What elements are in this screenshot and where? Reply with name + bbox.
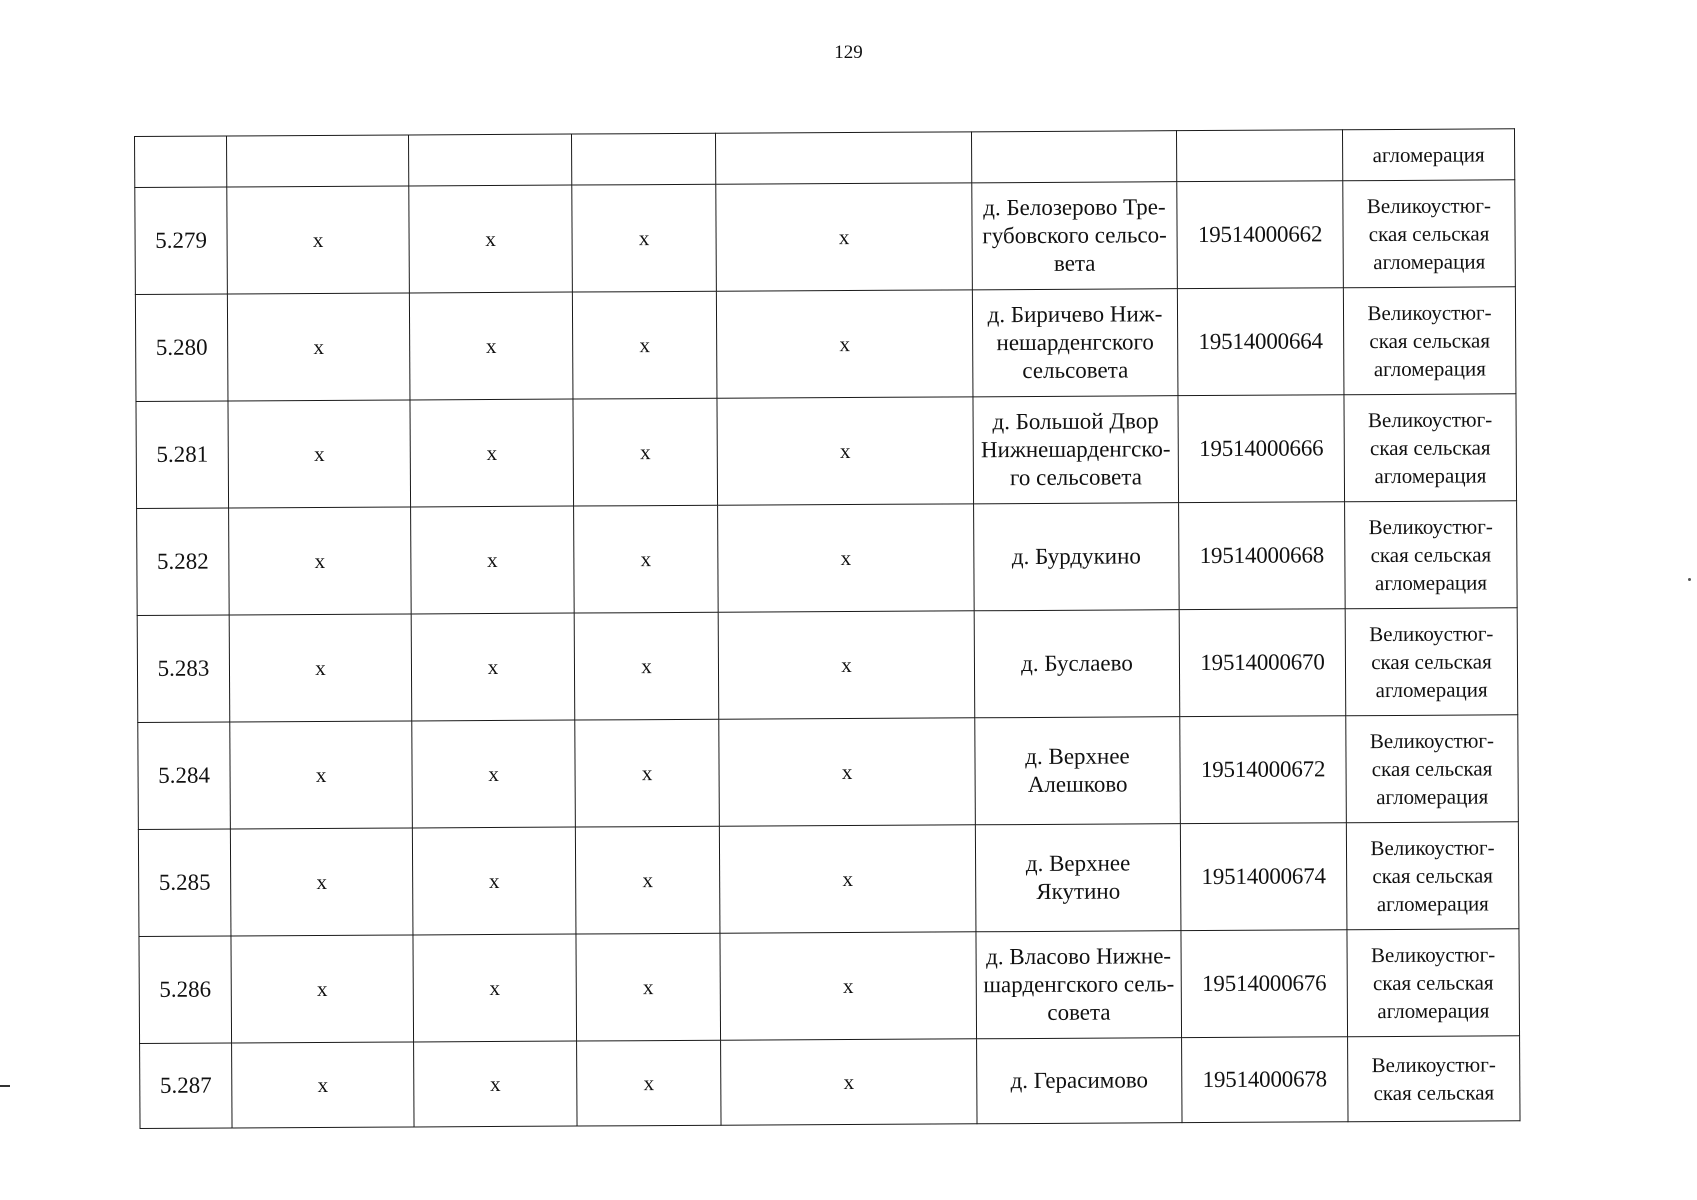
mark-cell bbox=[572, 184, 717, 292]
row-number-cell bbox=[135, 187, 228, 295]
region-text: Великоустюг- ская сельская агломерация bbox=[1369, 621, 1494, 703]
settlement-text: д. Буслаево bbox=[1021, 650, 1133, 677]
region-cell bbox=[1343, 287, 1516, 395]
row-number-text: 5.280 bbox=[155, 334, 208, 360]
mark-cell bbox=[574, 505, 719, 613]
mark-cell bbox=[576, 933, 721, 1041]
settlement-cell bbox=[975, 824, 1181, 932]
row-number-text: 5.285 bbox=[158, 869, 211, 895]
region-text: Великоустюг- ская сельская bbox=[1371, 1052, 1496, 1106]
mark-text: х bbox=[487, 547, 498, 573]
mark-text: х bbox=[639, 333, 650, 358]
mark-text: х bbox=[485, 226, 496, 252]
settlement-cell bbox=[976, 931, 1182, 1039]
region-text: Великоустюг- ская сельская агломерация bbox=[1368, 514, 1493, 596]
settlement-text: д. Верхнее Алешково bbox=[1025, 743, 1130, 798]
margin-dot bbox=[1688, 578, 1691, 581]
mark-text: х bbox=[486, 440, 498, 466]
settlement-text: д. Большой Двор Нижнешарденгско- го сельсовета bbox=[980, 408, 1171, 491]
mark-text: х bbox=[838, 225, 850, 250]
mark-cell bbox=[414, 1041, 577, 1127]
row-number-cell bbox=[140, 1043, 232, 1129]
mark-text: х bbox=[487, 654, 499, 680]
mark-text: х bbox=[489, 975, 501, 1001]
settlement-cell bbox=[977, 1038, 1182, 1124]
mark-text: х bbox=[312, 227, 324, 253]
table-cell bbox=[227, 135, 409, 187]
table-cell bbox=[571, 133, 715, 185]
settlement-cell bbox=[975, 717, 1181, 825]
table-cell bbox=[135, 136, 227, 188]
mark-cell bbox=[577, 1040, 721, 1126]
mark-cell bbox=[718, 611, 975, 719]
mark-text: х bbox=[489, 1071, 501, 1097]
mark-cell bbox=[720, 932, 977, 1040]
mark-cell bbox=[413, 934, 577, 1042]
settlement-cell bbox=[974, 610, 1180, 718]
region-text: Великоустюг- ская сельская агломерация bbox=[1366, 193, 1492, 275]
mark-cell bbox=[231, 935, 414, 1043]
table-cell bbox=[1176, 130, 1342, 182]
table-row bbox=[138, 822, 1519, 937]
settlement-text: д. Верхнее Якутино bbox=[1025, 850, 1131, 904]
mark-text: х bbox=[841, 653, 852, 678]
oktmo-code-cell bbox=[1180, 716, 1347, 824]
row-number-text: 5.281 bbox=[156, 441, 209, 467]
mark-cell bbox=[410, 399, 574, 507]
region-cell bbox=[1345, 608, 1518, 716]
row-number-cell bbox=[137, 508, 230, 616]
mark-text: х bbox=[842, 866, 853, 892]
settlement-cell bbox=[972, 182, 1178, 290]
oktmo-code-text: 19514000666 bbox=[1199, 435, 1324, 462]
settlement-text: д. Биричево Ниж- нешарденгского сельсовета bbox=[987, 301, 1163, 384]
mark-cell bbox=[573, 398, 718, 506]
mark-text: х bbox=[642, 868, 653, 893]
settlement-cell bbox=[973, 396, 1179, 504]
oktmo-code-text: 19514000668 bbox=[1199, 542, 1325, 569]
oktmo-code-cell bbox=[1179, 609, 1346, 717]
margin-mark bbox=[0, 1085, 10, 1087]
row-number-cell bbox=[136, 401, 229, 509]
mark-text: х bbox=[314, 548, 326, 573]
oktmo-code-cell bbox=[1177, 181, 1344, 289]
oktmo-code-cell bbox=[1182, 1037, 1348, 1123]
region-cell bbox=[1347, 929, 1520, 1037]
mark-text: х bbox=[640, 547, 652, 572]
mark-text: х bbox=[642, 975, 654, 1000]
table-cell bbox=[715, 132, 971, 184]
mark-cell bbox=[412, 720, 576, 828]
region-cell bbox=[1343, 180, 1516, 288]
mark-cell bbox=[717, 397, 974, 505]
row-number-text: 5.282 bbox=[156, 548, 209, 574]
mark-text: х bbox=[843, 1069, 855, 1095]
settlement-text: д. Герасимово bbox=[1010, 1067, 1149, 1094]
mark-text: х bbox=[639, 440, 651, 465]
mark-text: х bbox=[313, 441, 325, 466]
row-number-cell bbox=[139, 936, 232, 1044]
carry-over-row bbox=[135, 129, 1515, 188]
oktmo-code-cell bbox=[1180, 823, 1347, 931]
table-cell bbox=[408, 134, 571, 186]
mark-cell bbox=[574, 612, 719, 720]
row-number-cell bbox=[138, 722, 231, 830]
mark-text: х bbox=[841, 759, 853, 785]
table-row bbox=[135, 287, 1516, 402]
mark-text: х bbox=[641, 761, 653, 786]
mark-text: х bbox=[638, 226, 650, 251]
row-number-cell bbox=[137, 615, 230, 723]
oktmo-code-cell bbox=[1181, 930, 1348, 1038]
mark-cell bbox=[409, 292, 573, 400]
mark-text: х bbox=[842, 973, 854, 999]
mark-cell bbox=[230, 721, 413, 829]
mark-cell bbox=[229, 614, 412, 722]
mark-cell bbox=[716, 183, 973, 291]
mark-cell bbox=[227, 186, 410, 294]
table-row bbox=[135, 180, 1516, 295]
settlements-table bbox=[134, 128, 1521, 1129]
region-text: Великоустюг- ская сельская агломерация bbox=[1367, 407, 1493, 489]
table-row bbox=[137, 608, 1518, 723]
row-number-cell bbox=[138, 829, 231, 937]
mark-text: х bbox=[641, 654, 652, 679]
mark-cell bbox=[230, 828, 413, 936]
oktmo-code-text: 19514000676 bbox=[1202, 970, 1327, 997]
row-number-text: 5.287 bbox=[159, 1072, 212, 1098]
oktmo-code-text: 19514000672 bbox=[1200, 756, 1326, 783]
oktmo-code-cell bbox=[1179, 502, 1346, 610]
row-number-text: 5.284 bbox=[158, 762, 211, 788]
row-number-text: 5.283 bbox=[157, 655, 210, 681]
region-cell bbox=[1348, 1036, 1520, 1122]
mark-text: х bbox=[839, 439, 851, 464]
mark-cell bbox=[229, 507, 412, 615]
oktmo-code-cell bbox=[1177, 288, 1344, 396]
oktmo-code-cell bbox=[1178, 395, 1345, 503]
mark-text: х bbox=[317, 1072, 329, 1097]
table-row bbox=[139, 929, 1520, 1044]
oktmo-code-text: 19514000670 bbox=[1200, 649, 1325, 676]
table-row bbox=[140, 1036, 1520, 1129]
mark-text: х bbox=[316, 976, 328, 1001]
mark-cell bbox=[721, 1039, 977, 1125]
mark-cell bbox=[411, 613, 575, 721]
mark-cell bbox=[718, 504, 975, 612]
region-cell bbox=[1346, 822, 1519, 930]
oktmo-code-text: 19514000662 bbox=[1197, 221, 1323, 248]
row-number-text: 5.279 bbox=[155, 227, 208, 253]
mark-text: х bbox=[488, 761, 499, 787]
settlement-cell bbox=[972, 289, 1178, 397]
mark-cell bbox=[719, 825, 976, 933]
region-cell bbox=[1346, 715, 1519, 823]
row-number-text: 5.286 bbox=[159, 976, 212, 1002]
mark-text: х bbox=[485, 333, 497, 359]
mark-cell bbox=[409, 185, 573, 293]
mark-cell bbox=[716, 290, 973, 398]
table-row bbox=[138, 715, 1519, 830]
oktmo-code-text: 19514000674 bbox=[1201, 863, 1326, 890]
region-cell bbox=[1344, 394, 1517, 502]
mark-text: х bbox=[643, 1071, 655, 1096]
region-text: Великоустюг- ская сельская агломерация bbox=[1370, 835, 1495, 917]
mark-text: х bbox=[315, 762, 327, 787]
mark-cell bbox=[575, 719, 720, 827]
region-cell bbox=[1345, 501, 1518, 609]
oktmo-code-text: 19514000664 bbox=[1198, 328, 1323, 355]
region-text: Великоустюг- ская сельская агломерация bbox=[1369, 728, 1495, 810]
settlement-cell bbox=[974, 503, 1180, 611]
mark-text: х bbox=[313, 334, 324, 360]
mark-cell bbox=[575, 826, 720, 934]
region-text: Великоустюг- ская сельская агломерация bbox=[1370, 942, 1496, 1024]
mark-cell bbox=[572, 291, 717, 399]
row-number-cell bbox=[135, 294, 228, 402]
mark-cell bbox=[228, 400, 411, 508]
settlement-text: д. Власово Нижне- шарденгского сель- совета bbox=[983, 943, 1175, 1025]
mark-text: х bbox=[839, 332, 850, 357]
settlement-text: д. Белозерово Тре- губовского сельсо- вета bbox=[982, 194, 1167, 276]
mark-cell bbox=[227, 293, 410, 401]
mark-text: х bbox=[315, 655, 326, 680]
mark-cell bbox=[411, 506, 575, 614]
table-row bbox=[136, 394, 1517, 509]
mark-text: х bbox=[316, 869, 327, 894]
page-number: 129 bbox=[834, 42, 863, 63]
mark-cell bbox=[719, 718, 976, 826]
table-cell bbox=[971, 131, 1176, 183]
region-text: Великоустюг- ская сельская агломерация bbox=[1367, 300, 1492, 382]
mark-text: х bbox=[840, 546, 852, 571]
oktmo-code-text: 19514000678 bbox=[1202, 1066, 1328, 1093]
region-text: агломерация bbox=[1372, 142, 1485, 168]
mark-cell bbox=[412, 827, 576, 935]
mark-cell bbox=[232, 1042, 414, 1128]
settlement-text: д. Бурдукино bbox=[1011, 543, 1141, 570]
mark-text: х bbox=[488, 868, 500, 894]
table-row bbox=[137, 501, 1518, 616]
region-cell bbox=[1342, 129, 1514, 181]
